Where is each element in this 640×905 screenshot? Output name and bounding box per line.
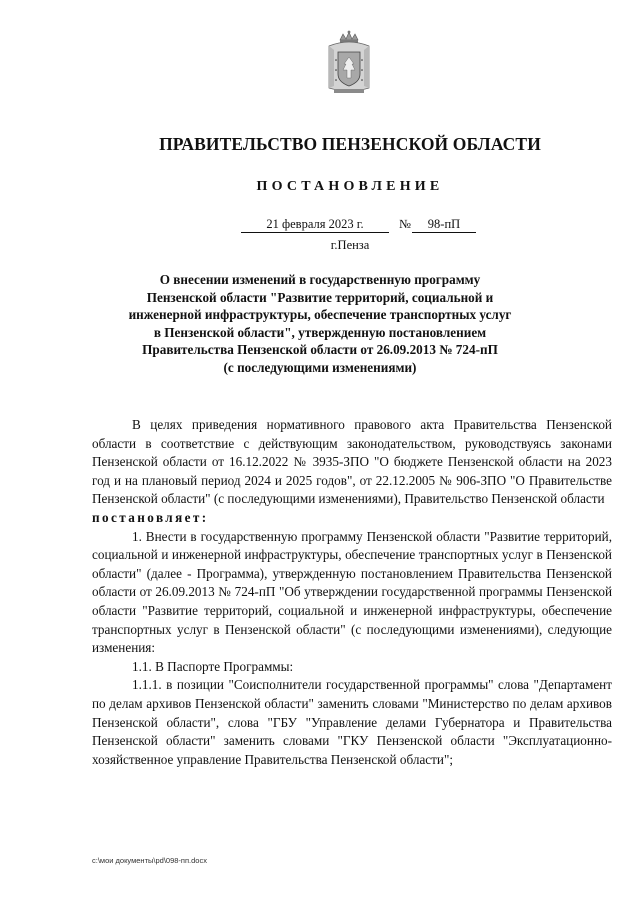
heading-line: в Пензенской области", утвержденную постановлением bbox=[153, 324, 487, 340]
item-1-paragraph: 1. Внести в государственную программу Пензенской области "Развитие территорий, социальной и инженерной инфраструктуры, обеспечение транспортных услуг в Пензенской области" (далее - Программа), утвержденную постановлением Правительства Пензенской области от 26.09.2013 № 724-пП "Об утверждении государственной программы Пензенской области "Развитие территорий, социальной и инженерной инфраструктуры, обеспечение транспортных услуг в Пензенской области" (с последующими изменениями), следующие изменения: bbox=[92, 528, 612, 656]
document-city: г.Пенза bbox=[330, 238, 370, 252]
heading-line: Пензенской области "Развитие территорий, социальной и bbox=[146, 289, 494, 305]
preamble-paragraph: В целях приведения нормативного правового акта Правительства Пензенской области в соответствие с действующим законодательством, руководствуясь законами Пензенской области от 16.12.2022 № 3935-ЗПО "О бюджете Пензенской области на 2023 год и на плановый период 2024 и 2025 годов", от 22.12.2005 № 906-ЗПО "О Правительстве Пензенской области" (с последующими изменениями), Правительство Пензенской области bbox=[92, 417, 612, 507]
document-date: 21 февраля 2023 г. bbox=[241, 217, 389, 233]
heading-line: Правительства Пензенской области от 26.09.2013 № 724-пП bbox=[142, 342, 498, 358]
document-heading bbox=[110, 271, 530, 377]
heading-line: О внесении изменений в государственную программу bbox=[159, 272, 481, 287]
file-path-footer: c:\мои документы\pd\098-пп.docx bbox=[92, 856, 207, 865]
coat-of-arms-emblem bbox=[326, 30, 372, 96]
heading-line: инженерной инфраструктуры, обеспечение транспортных услуг bbox=[128, 307, 512, 323]
document-number: 98-пП bbox=[412, 217, 476, 233]
number-sign: № bbox=[399, 217, 411, 231]
resolves-word: постановляет: bbox=[92, 509, 209, 525]
document-body bbox=[92, 416, 612, 769]
government-title: ПРАВИТЕЛЬСТВО ПЕНЗЕНСКОЙ ОБЛАСТИ bbox=[159, 134, 541, 154]
document-type: ПОСТАНОВЛЕНИЕ bbox=[256, 179, 444, 194]
item-1-1-paragraph: 1.1. В Паспорте Программы: bbox=[132, 658, 294, 674]
heading-line: (с последующими изменениями) bbox=[223, 359, 417, 375]
item-1-1-1-paragraph: 1.1.1. в позиции "Соисполнители государственной программы" слова "Департамент по делам архивов Пензенской области" заменить словами "Министерство по делам архивов Пензенской области", слова "ГБУ "Управление делами Губернатора и Правительства Пензенской области" заменить словами "ГКУ Пензенской области "Эксплуатационно-хозяйственное управление Правительства Пензенской области"; bbox=[92, 677, 612, 767]
